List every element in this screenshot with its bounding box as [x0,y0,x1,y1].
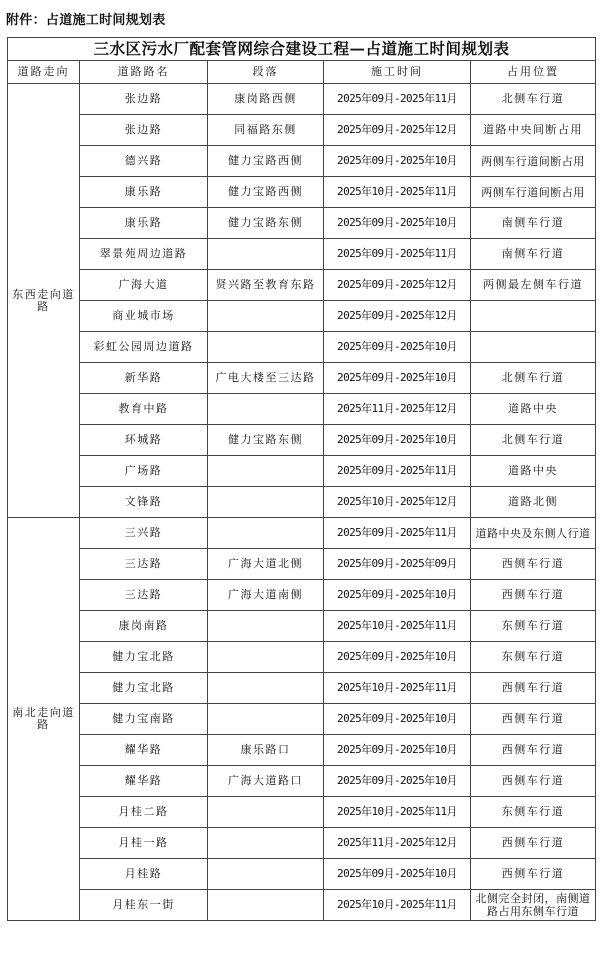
construction-time-cell: 2025年09月-2025年11月 [324,84,471,115]
segment-cell: 健力宝路西侧 [208,146,324,177]
construction-time-cell: 2025年10月-2025年11月 [324,673,471,704]
table-row [8,208,596,239]
occupied-position-cell: 道路中央及东侧人行道 [471,518,596,549]
road-name-cell: 德兴路 [80,146,208,177]
segment-cell [208,797,324,828]
road-name-cell: 广海大道 [80,270,208,301]
segment-cell: 康乐路口 [208,735,324,766]
header-direction: 道路走向 [8,61,80,84]
construction-time-cell: 2025年09月-2025年11月 [324,456,471,487]
construction-time-cell: 2025年09月-2025年10月 [324,859,471,890]
header-road-name: 道路路名 [80,61,208,84]
occupied-position-cell: 西侧车行道 [471,704,596,735]
occupied-position-cell: 南侧车行道 [471,208,596,239]
header-construction-time: 施工时间 [324,61,471,84]
construction-schedule-table [7,37,596,921]
segment-cell [208,301,324,332]
table-row [8,766,596,797]
occupied-position-cell: 道路中央 [471,394,596,425]
occupied-position-cell: 东侧车行道 [471,642,596,673]
segment-cell [208,456,324,487]
road-name-cell: 翠景苑周边道路 [80,239,208,270]
occupied-position-cell: 西侧车行道 [471,828,596,859]
table-row [8,859,596,890]
table-row [8,642,596,673]
segment-cell: 康岗路西侧 [208,84,324,115]
construction-time-cell: 2025年10月-2025年11月 [324,890,471,921]
table-row [8,394,596,425]
segment-cell: 健力宝路东侧 [208,208,324,239]
segment-cell: 广海大道南侧 [208,580,324,611]
road-name-cell: 健力宝北路 [80,642,208,673]
table-row [8,425,596,456]
table-row [8,518,596,549]
attachment-label: 附件：占道施工时间规划表 [6,13,166,28]
direction-cell: 东西走向道路 [8,84,80,518]
road-name-cell: 月桂一路 [80,828,208,859]
occupied-position-cell: 两侧车行道间断占用 [471,177,596,208]
segment-cell [208,859,324,890]
road-name-cell: 张边路 [80,115,208,146]
occupied-position-cell: 北侧车行道 [471,363,596,394]
road-name-cell: 张边路 [80,84,208,115]
table-row [8,146,596,177]
construction-time-cell: 2025年09月-2025年09月 [324,549,471,580]
road-name-cell: 三达路 [80,549,208,580]
table-row [8,115,596,146]
occupied-position-cell: 西侧车行道 [471,673,596,704]
segment-cell [208,332,324,363]
construction-time-cell: 2025年10月-2025年11月 [324,177,471,208]
table-row [8,673,596,704]
table-row [8,797,596,828]
road-name-cell: 环城路 [80,425,208,456]
occupied-position-cell: 北侧车行道 [471,84,596,115]
construction-time-cell: 2025年10月-2025年11月 [324,611,471,642]
occupied-position-cell: 东侧车行道 [471,797,596,828]
segment-cell: 健力宝路东侧 [208,425,324,456]
table-row [8,301,596,332]
construction-time-cell: 2025年09月-2025年10月 [324,363,471,394]
header-occupied-position: 占用位置 [471,61,596,84]
segment-cell [208,394,324,425]
table-title: 三水区污水厂配套管网综合建设工程—占道施工时间规划表 [8,38,596,61]
segment-cell [208,642,324,673]
road-name-cell: 健力宝北路 [80,673,208,704]
road-name-cell: 三达路 [80,580,208,611]
segment-cell [208,890,324,921]
occupied-position-cell: 东侧车行道 [471,611,596,642]
occupied-position-cell: 道路中央间断占用 [471,115,596,146]
table-row [8,177,596,208]
header-row [8,61,596,84]
construction-time-cell: 2025年09月-2025年12月 [324,270,471,301]
table-row [8,611,596,642]
table-row [8,828,596,859]
construction-time-cell: 2025年10月-2025年11月 [324,797,471,828]
road-name-cell: 商业城市场 [80,301,208,332]
occupied-position-cell: 两侧车行道间断占用 [471,146,596,177]
occupied-position-cell: 西侧车行道 [471,549,596,580]
construction-time-cell: 2025年09月-2025年10月 [324,642,471,673]
construction-time-cell: 2025年09月-2025年10月 [324,425,471,456]
construction-time-cell: 2025年11月-2025年12月 [324,394,471,425]
table-row [8,580,596,611]
road-name-cell: 广场路 [80,456,208,487]
construction-time-cell: 2025年09月-2025年10月 [324,735,471,766]
segment-cell: 贤兴路至教育东路 [208,270,324,301]
table-row [8,332,596,363]
segment-cell: 广海大道路口 [208,766,324,797]
segment-cell [208,518,324,549]
road-name-cell: 健力宝南路 [80,704,208,735]
construction-time-cell: 2025年09月-2025年10月 [324,146,471,177]
segment-cell [208,487,324,518]
table-row [8,735,596,766]
construction-time-cell: 2025年09月-2025年12月 [324,301,471,332]
occupied-position-cell: 西侧车行道 [471,580,596,611]
construction-time-cell: 2025年11月-2025年12月 [324,828,471,859]
road-name-cell: 耀华路 [80,735,208,766]
occupied-position-cell [471,332,596,363]
road-name-cell: 康岗南路 [80,611,208,642]
road-name-cell: 月桂东一街 [80,890,208,921]
table-row [8,456,596,487]
table-row [8,239,596,270]
table-row [8,363,596,394]
segment-cell: 同福路东侧 [208,115,324,146]
segment-cell [208,239,324,270]
road-name-cell: 新华路 [80,363,208,394]
table-row [8,549,596,580]
table-row [8,487,596,518]
road-name-cell: 康乐路 [80,177,208,208]
occupied-position-cell: 道路中央 [471,456,596,487]
occupied-position-cell: 道路北侧 [471,487,596,518]
header-segment: 段落 [208,61,324,84]
occupied-position-cell [471,301,596,332]
road-name-cell: 康乐路 [80,208,208,239]
segment-cell [208,704,324,735]
road-name-cell: 文锋路 [80,487,208,518]
segment-cell: 广电大楼至三达路 [208,363,324,394]
occupied-position-cell: 西侧车行道 [471,859,596,890]
construction-time-cell: 2025年09月-2025年10月 [324,332,471,363]
construction-time-cell: 2025年09月-2025年10月 [324,580,471,611]
construction-time-cell: 2025年09月-2025年10月 [324,766,471,797]
road-name-cell: 月桂路 [80,859,208,890]
segment-cell [208,611,324,642]
direction-cell: 南北走向道路 [8,518,80,921]
road-name-cell: 教育中路 [80,394,208,425]
occupied-position-cell: 两侧最左侧车行道 [471,270,596,301]
table-row [8,890,596,921]
construction-time-cell: 2025年10月-2025年12月 [324,487,471,518]
road-name-cell: 耀华路 [80,766,208,797]
segment-cell: 广海大道北侧 [208,549,324,580]
segment-cell [208,828,324,859]
occupied-position-cell: 西侧车行道 [471,766,596,797]
table-row [8,704,596,735]
construction-time-cell: 2025年09月-2025年11月 [324,518,471,549]
segment-cell [208,673,324,704]
construction-time-cell: 2025年09月-2025年12月 [324,115,471,146]
occupied-position-cell: 南侧车行道 [471,239,596,270]
road-name-cell: 月桂二路 [80,797,208,828]
table-row [8,84,596,115]
road-name-cell: 彩虹公园周边道路 [80,332,208,363]
occupied-position-cell: 北侧车行道 [471,425,596,456]
segment-cell: 健力宝路西侧 [208,177,324,208]
construction-time-cell: 2025年09月-2025年10月 [324,208,471,239]
table-row [8,270,596,301]
construction-time-cell: 2025年09月-2025年10月 [324,704,471,735]
occupied-position-cell: 北侧完全封闭，南侧道路占用东侧车行道 [471,890,596,921]
road-name-cell: 三兴路 [80,518,208,549]
construction-time-cell: 2025年09月-2025年11月 [324,239,471,270]
occupied-position-cell: 西侧车行道 [471,735,596,766]
